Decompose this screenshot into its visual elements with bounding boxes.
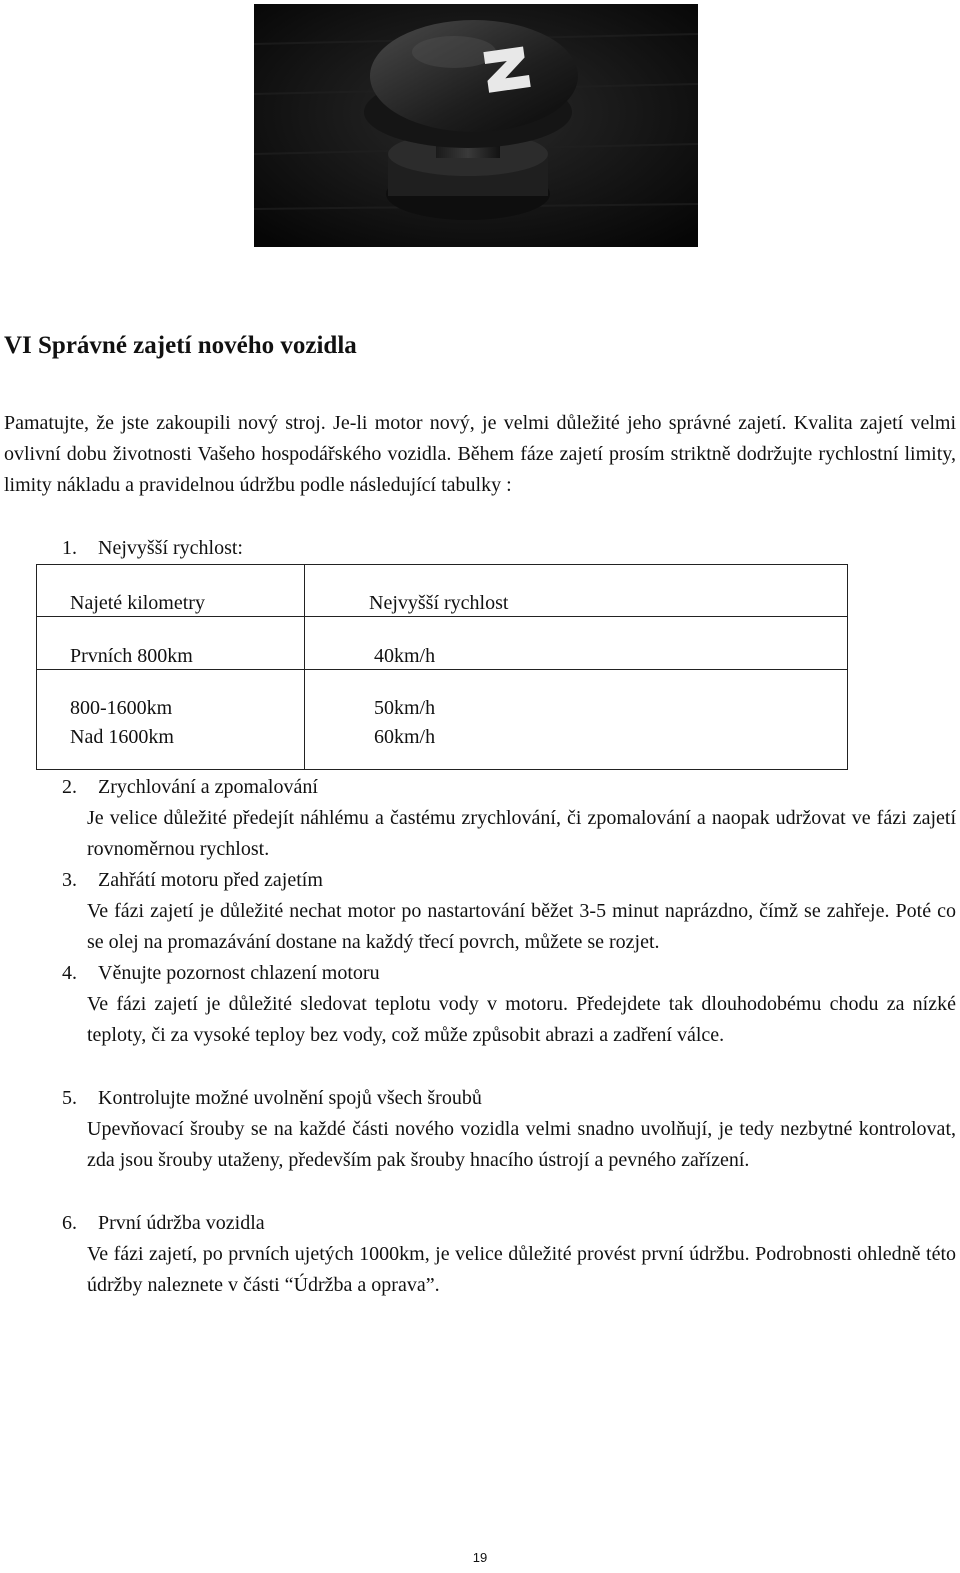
table-header: Nejvyšší rychlost (369, 592, 509, 614)
gear-knob-photo (254, 4, 698, 247)
list-item-title: Zahřátí motoru před zajetím (98, 869, 323, 891)
list-item-number: 1. (62, 537, 77, 559)
list-item-body: Ve fázi zajetí, po prvních ujetých 1000km, je velice důležité provést první údržbu. Podrobnosti ohledně této údržby naleznete v části “Údržba a oprava”. (87, 1243, 956, 1296)
speed-limit-table (36, 564, 848, 770)
list-item-title: První údržba vozidla (98, 1212, 265, 1234)
table-cell: Nad 1600km (70, 726, 174, 748)
table-cell: 800-1600km (70, 697, 173, 719)
list-item-title: Věnujte pozornost chlazení motoru (98, 962, 380, 984)
list-item-number: 3. (62, 869, 77, 891)
list-item-body: Ve fázi zajetí je důležité sledovat teplotu vody v motoru. Předejdete tak dlouhodobému chodu za nízké teploty, či za vysoké teploy bez vody, což může způsobit abrazi a zadření válce. (87, 993, 956, 1046)
list-item-number: 6. (62, 1212, 77, 1234)
gear-selector-knob-photo-icon (254, 4, 698, 247)
table-divider (304, 565, 305, 769)
list-item-body: Je velice důležité předejít náhlému a častému zrychlování, či zpomalování a naopak udržovat ve fázi zajetí rovnoměrnou rychlost. (87, 807, 956, 860)
table-divider (37, 616, 847, 617)
table-divider (37, 669, 847, 670)
intro-paragraph: Pamatujte, že jste zakoupili nový stroj. Je-li motor nový, je velmi důležité jeho správné zajetí. Kvalita zajetí velmi ovlivní dobu životnosti Vašeho hospodářského vozidla. Během fáze zajetí prosím striktně dodržujte rychlostní limity, limity nákladu a pravidelnou údržbu podle následující tabulky : (4, 412, 956, 496)
list-item-number: 4. (62, 962, 77, 984)
table-cell: 60km/h (374, 726, 436, 748)
page-number: 19 (472, 1550, 488, 1565)
list-item-number: 2. (62, 776, 77, 798)
table-header: Najeté kilometry (70, 592, 205, 614)
table-cell: 40km/h (374, 645, 436, 667)
list-item-body: Upevňovací šrouby se na každé části nového vozidla velmi snadno uvolňují, je tedy nezbytné kontrolovat, zda jsou šrouby utaženy, především pak šrouby hnacího ústrojí a pevného zařízení. (87, 1118, 956, 1171)
table-cell: 50km/h (374, 697, 436, 719)
list-item-title: Kontrolujte možné uvolnění spojů všech šroubů (98, 1087, 482, 1109)
list-item-title: Nejvyšší rychlost: (98, 537, 243, 559)
page-title: VI Správné zajetí nového vozidla (4, 332, 357, 359)
list-item-body: Ve fázi zajetí je důležité nechat motor po nastartování běžet 3-5 minut naprázdno, čímž se zahřeje. Poté co se olej na promazávání dostane na každý třecí povrch, můžete se rozjet. (87, 900, 956, 953)
list-item-number: 5. (62, 1087, 77, 1109)
list-item-title: Zrychlování a zpomalování (98, 776, 318, 798)
table-cell: Prvních 800km (70, 645, 193, 667)
